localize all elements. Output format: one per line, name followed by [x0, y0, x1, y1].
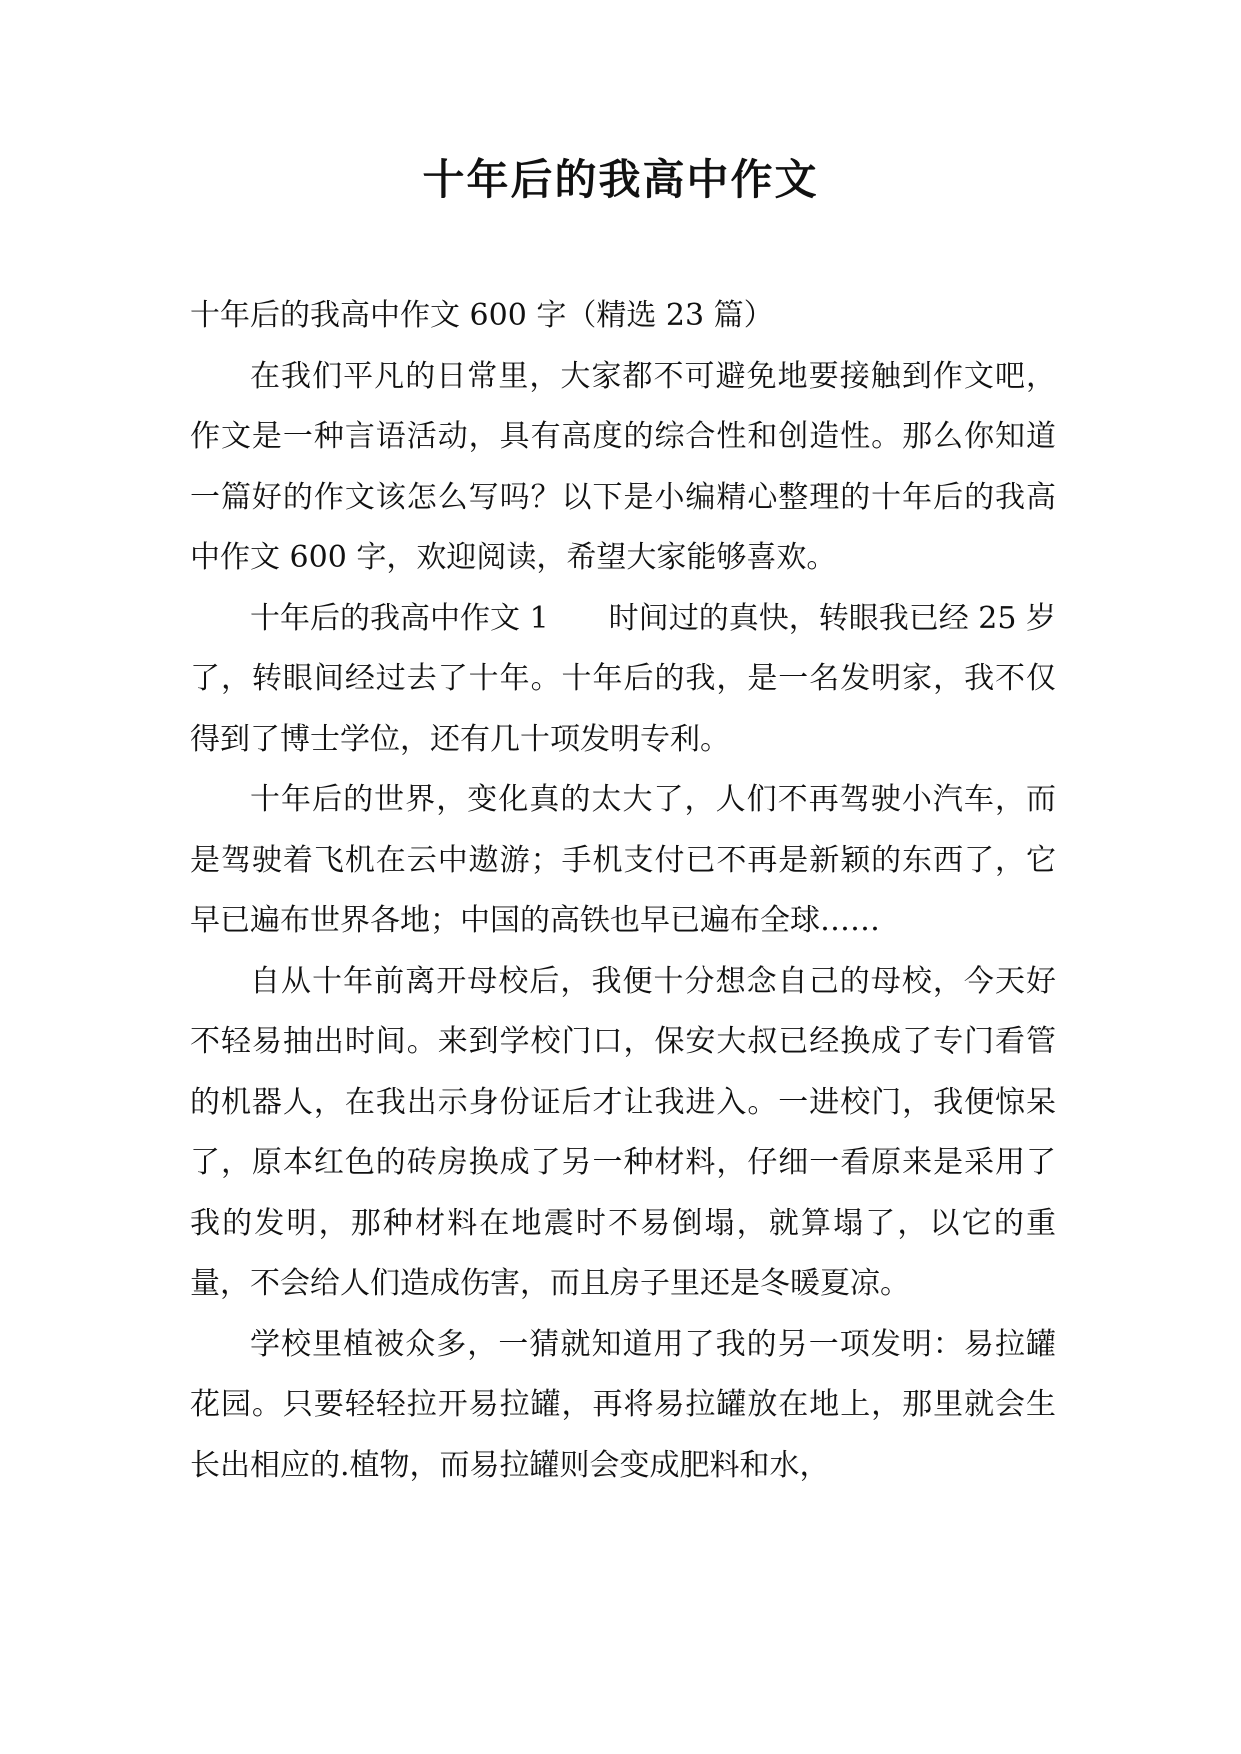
paragraph-intro: 在我们平凡的日常里，大家都不可避免地要接触到作文吧，作文是一种言语活动，具有高度的综合性和创造性。那么你知道一篇好的作文该怎么写吗？以下是小编精心整理的十年后的我高中作文 600 字，欢迎阅读，希望大家能够喜欢。 — [190, 358, 1056, 575]
paragraph-school-garden: 学校里植被众多，一猜就知道用了我的另一项发明：易拉罐花园。只要轻轻拉开易拉罐，再将易拉罐放在地上，那里就会生长出相应的.植物，而易拉罐则会变成肥料和水， — [190, 1326, 1056, 1483]
document-body — [190, 286, 1056, 1496]
document-title: 十年后的我高中作文 — [422, 155, 819, 204]
paragraph-return-to-school: 自从十年前离开母校后，我便十分想念自己的母校，今天好不轻易抽出时间。来到学校门口，保安大叔已经换成了专门看管的机器人，在我出示身份证后才让我进入。一进校门，我便惊呆了，原本红色的砖房换成了另一种材料，仔细一看原来是采用了我的发明，那种材料在地震时不易倒塌，就算塌了，以它的重量，不会给人们造成伤害，而且房子里还是冬暖夏凉。 — [190, 963, 1056, 1301]
paragraph-essay-1-opening: 十年后的我高中作文 1 时间过的真快，转眼我已经 25 岁了，转眼间经过去了十年。十年后的我，是一名发明家，我不仅得到了博士学位，还有几十项发明专利。 — [190, 600, 1056, 757]
document-subtitle: 十年后的我高中作文 600 字（精选 23 篇） — [190, 298, 774, 333]
paragraph-future-world: 十年后的世界，变化真的太大了，人们不再驾驶小汽车，而是驾驶着飞机在云中遨游；手机支付已不再是新颖的东西了，它早已遍布世界各地；中国的高铁也早已遍布全球…… — [190, 782, 1056, 938]
